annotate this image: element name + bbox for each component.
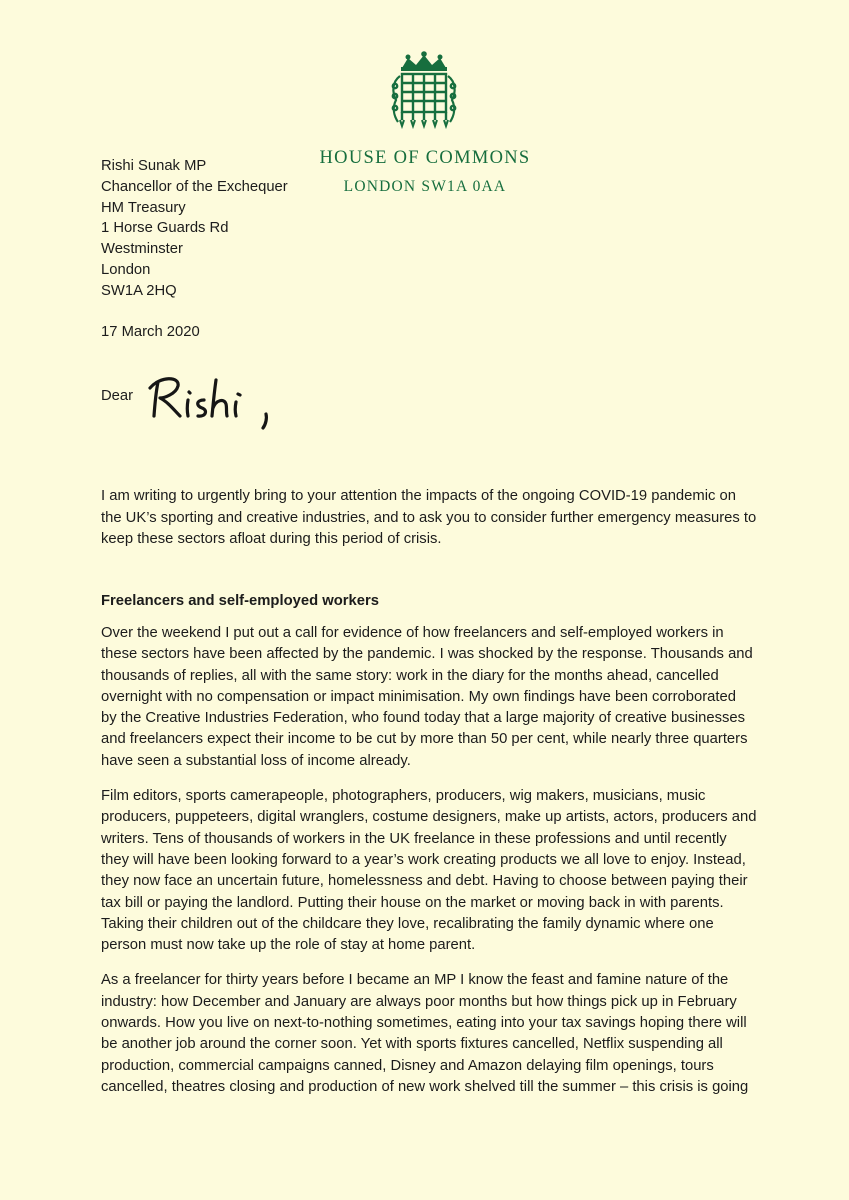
paragraph-line: As a freelancer for thirty years before I became an MP I know the feast and famine nature of the (101, 972, 729, 989)
paragraph-line: have seen a substantial loss of income already. (101, 752, 411, 769)
intro-paragraph (101, 486, 761, 551)
intro-line: keep these sectors afloat during this period of crisis. (101, 531, 442, 548)
recipient-line: Westminster (101, 241, 183, 258)
paragraph-line: overnight with no compensation or impact minimisation. My own findings have been corroborated (101, 688, 736, 705)
letter-date: 17 March 2020 (101, 324, 200, 340)
section-heading: Freelancers and self-employed workers (101, 593, 379, 609)
recipient-line: SW1A 2HQ (101, 282, 177, 299)
recipient-address (101, 156, 288, 302)
paragraph-line: production, commercial campaigns canned, Disney and Amazon delaying film openings, tours (101, 1057, 714, 1074)
recipient-line: Chancellor of the Exchequer (101, 178, 288, 195)
paragraph-line: writers. Tens of thousands of workers in the UK freelance in these professions and until recently (101, 830, 727, 847)
paragraph-line: Taking their children out of the childcare they love, recalibrating the family dynamic where one (101, 915, 714, 932)
paragraph-line: be another job around the corner soon. Yet with sports fixtures cancelled, Netflix suspending all (101, 1036, 723, 1053)
paragraph-line: these sectors have been affected by the pandemic. I was shocked by the response. Thousands and (101, 646, 753, 663)
intro-line: the UK’s sporting and creative industries, and to ask you to consider further emergency measures to (101, 509, 757, 526)
paragraph-line: and freelancers expect their income to be cut by more than 50 per cent, while nearly three quarters (101, 731, 748, 748)
letterhead-address: LONDON SW1A 0AA (343, 178, 507, 195)
recipient-line: London (101, 261, 151, 278)
paragraph-line: tax bill or paying the landlord. Putting their house on the market or moving back in with parents. (101, 894, 724, 911)
paragraph-line: industry: how December and January are always poor months but how things pick up in February (101, 993, 737, 1010)
handwritten-salutation-name (146, 370, 276, 434)
paragraph-line: they will have been looking forward to a year’s work creating products we all love to enjoy. Instead, (101, 851, 746, 868)
recipient-line: HM Treasury (101, 199, 186, 216)
paragraph-line: person must now take up the role of stay at home parent. (101, 937, 476, 954)
paragraph-line: Over the weekend I put out a call for evidence of how freelancers and self-employed workers in (101, 625, 724, 641)
portcullis-icon (388, 50, 460, 130)
recipient-line: Rishi Sunak MP (101, 158, 207, 174)
body-paragraph (101, 786, 761, 956)
letterhead (300, 146, 550, 199)
paragraph-line: cancelled, theatres closing and production of new work shelved till the summer – this crisis is going (101, 1078, 749, 1095)
paragraph-line: producers, puppeteers, digital wranglers, costume designers, make up artists, actors, producers and (101, 809, 757, 826)
letterhead-house-of-commons: HOUSE OF COMMONS (319, 148, 531, 168)
paragraph-line: thousands of replies, all with the same story: work in the diary for the months ahead, cancelled (101, 667, 719, 684)
paragraph-line: they now face an uncertain future, homelessness and debt. Having to choose between paying their (101, 873, 748, 890)
recipient-line: 1 Horse Guards Rd (101, 220, 229, 237)
paragraph-line: onwards. How you live on next-to-nothing sometimes, eating into your tax savings hoping there will (101, 1015, 747, 1032)
paragraph-line: by the Creative Industries Federation, who found today that a large majority of creative businesses (101, 710, 746, 727)
salutation-printed: Dear (101, 388, 134, 404)
paragraph-line: Film editors, sports camerapeople, photographers, producers, wig makers, musicians, music (101, 788, 706, 805)
body-paragraph (101, 623, 761, 772)
intro-line: I am writing to urgently bring to your attention the impacts of the ongoing COVID-19 pandemic on (101, 488, 736, 504)
letter-body (101, 623, 761, 1112)
body-paragraph (101, 970, 761, 1098)
